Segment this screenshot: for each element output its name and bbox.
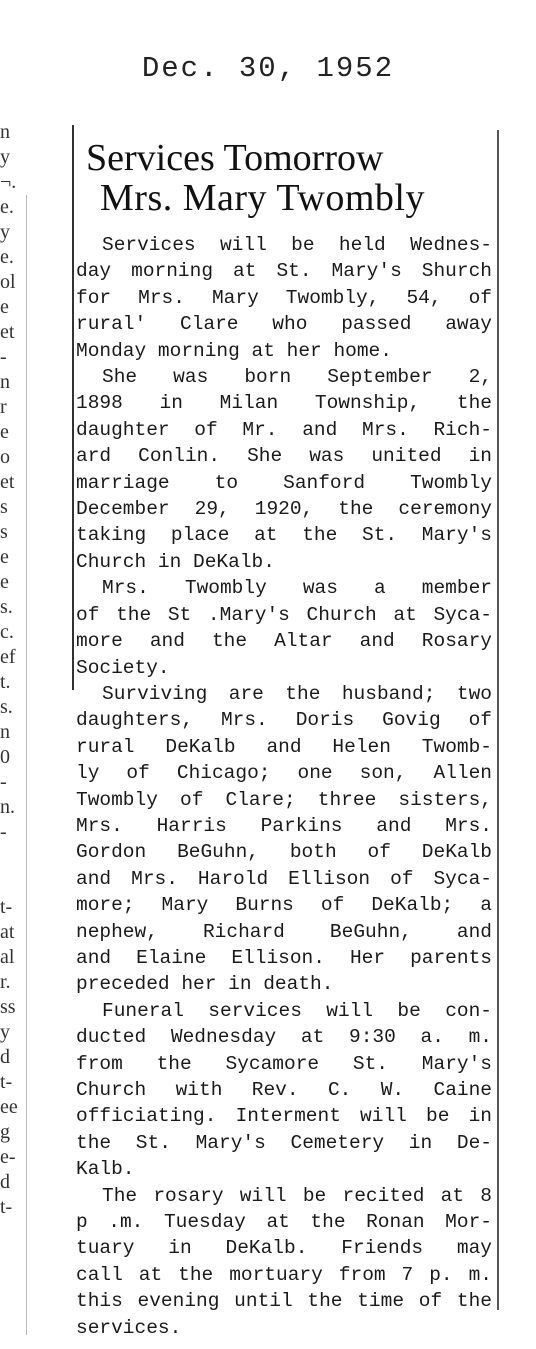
paragraph-line: Church with Rev. C. W. Caine — [76, 1079, 492, 1101]
article-rule-right — [497, 130, 499, 1310]
paragraph-line: 1898 in Milan Township, the — [76, 392, 492, 415]
obituary-article — [76, 138, 492, 1341]
column-fragment: n. — [0, 796, 15, 818]
paragraph-line: and Elaine Ellison. Her parents — [76, 946, 492, 969]
column-fragment: e — [0, 571, 9, 593]
paragraph-line: ly of Chicago; one son, Allen — [76, 762, 492, 785]
paragraph-line: and Mrs. Harold Ellison of Syca- — [76, 867, 492, 890]
paragraph-line: officiating. Interment will be in — [76, 1105, 492, 1128]
paragraph-line: rural' Clare who passed away — [76, 313, 492, 336]
column-fragment: r. — [0, 971, 11, 993]
column-fragment: ¬. — [0, 171, 17, 193]
paragraph-line: marriage to Sanford Twombly — [76, 471, 492, 494]
paragraph-line: Services will be held Wednes- — [102, 234, 492, 256]
article-rule-left — [72, 125, 74, 690]
paragraph-line: daughters, Mrs. Doris Govig of — [76, 709, 492, 732]
column-fragment: s — [0, 496, 8, 518]
column-fragment: s. — [0, 696, 13, 718]
paragraph-line: Kalb. — [76, 1158, 135, 1181]
paragraph-line: ard Conlin. She was united in — [76, 445, 492, 468]
column-fragment: y — [0, 221, 10, 243]
paragraph-line: Mrs. Harris Parkins and Mrs. — [76, 814, 492, 837]
paragraph-line: Church in DeKalb. — [76, 550, 275, 573]
column-fragment: y — [0, 146, 10, 168]
column-fragment: t- — [0, 1071, 13, 1093]
paragraph-line: Society. — [76, 656, 170, 679]
column-fragment: n — [0, 121, 10, 143]
column-rule-left — [26, 195, 27, 1335]
paragraph-line: The rosary will be recited at 8 — [102, 1184, 492, 1207]
headline-line-2: Mrs. Mary Twombly — [100, 177, 425, 219]
column-fragment: 0 — [0, 746, 10, 768]
paragraph-line: Surviving are the husband; two — [102, 682, 492, 705]
paragraph-line: taking place at the St. Mary's — [76, 524, 492, 547]
column-fragment: g — [0, 1121, 10, 1143]
article-body — [76, 232, 492, 1341]
headline — [76, 138, 492, 218]
paragraph-line: the St. Mary's Cemetery in De- — [76, 1131, 492, 1154]
column-fragment: r — [0, 396, 7, 418]
paragraph-line: services. — [76, 1316, 182, 1339]
paragraph-line: Mrs. Twombly was a member — [102, 577, 492, 600]
column-fragment: s — [0, 521, 8, 543]
paragraph-line: for Mrs. Mary Twombly, 54, of — [76, 286, 492, 309]
column-fragment: et — [0, 321, 15, 343]
paragraph — [76, 575, 492, 681]
column-fragment: ee — [0, 1096, 18, 1118]
paragraph — [76, 681, 492, 998]
column-fragment: e — [0, 546, 9, 568]
paragraph — [76, 998, 492, 1183]
paragraph-line: more; Mary Burns of DeKalb; a — [76, 894, 492, 917]
column-fragment: - — [0, 771, 7, 793]
paragraph-line: ducted Wednesday at 9:30 a. m. — [76, 1026, 492, 1049]
column-fragment: ef — [0, 646, 16, 668]
column-fragment: at — [0, 921, 15, 943]
column-fragment: e- — [0, 1146, 16, 1168]
paragraph-line: preceded her in death. — [76, 973, 334, 996]
paragraph-line: She was born September 2, — [102, 366, 492, 389]
column-fragment: ss — [0, 996, 16, 1018]
column-fragment: e — [0, 421, 9, 443]
paragraph-line: p .m. Tuesday at the Ronan Mor- — [76, 1211, 492, 1234]
column-fragment: n — [0, 371, 10, 393]
paragraph-line: Gordon BeGuhn, both of DeKalb — [76, 841, 492, 864]
paragraph-line: rural DeKalb and Helen Twomb- — [76, 735, 492, 758]
paragraph-line: Monday morning at her home. — [76, 339, 392, 362]
column-fragment: e. — [0, 196, 14, 218]
paragraph — [76, 232, 492, 364]
column-fragment: e. — [0, 246, 14, 268]
column-fragment: e — [0, 296, 9, 318]
adjacent-column-fragments — [0, 120, 22, 1220]
column-fragment: - — [0, 821, 7, 843]
column-fragment: c. — [0, 621, 14, 643]
column-fragment: n — [0, 721, 10, 743]
headline-line-1: Services Tomorrow — [86, 137, 384, 179]
paragraph-line: of the St .Mary's Church at Syca- — [76, 603, 492, 626]
paragraph-line: day morning at St. Mary's Shurch — [76, 260, 492, 283]
paragraph-line: Twombly of Clare; three sisters, — [76, 788, 492, 811]
column-fragment: t- — [0, 1196, 13, 1218]
column-fragment: t. — [0, 671, 11, 693]
column-fragment: ol — [0, 271, 16, 293]
column-fragment: d — [0, 1171, 10, 1193]
paragraph-line: daughter of Mr. and Mrs. Rich- — [76, 418, 492, 441]
column-fragment: s. — [0, 596, 13, 618]
dateline: Dec. 30, 1952 — [141, 52, 395, 85]
paragraph-line: more and the Altar and Rosary — [76, 630, 492, 653]
column-fragment: o — [0, 446, 10, 468]
paragraph-line: nephew, Richard BeGuhn, and — [76, 920, 492, 943]
paragraph-line: Funeral services will be con- — [102, 999, 492, 1022]
paragraph-line: from the Sycamore St. Mary's — [76, 1052, 492, 1075]
column-fragment: et — [0, 471, 15, 493]
column-fragment: al — [0, 946, 15, 968]
column-fragment: - — [0, 346, 7, 368]
paragraph-line: call at the mortuary from 7 p. m. — [76, 1263, 492, 1286]
column-fragment: d — [0, 1046, 10, 1068]
paragraph — [76, 364, 492, 575]
column-fragment: t- — [0, 896, 13, 918]
paragraph-line: December 29, 1920, the ceremony — [76, 498, 492, 521]
paragraph-line: tuary in DeKalb. Friends may — [76, 1237, 492, 1260]
paragraph — [76, 1183, 492, 1341]
paragraph-line: this evening until the time of the — [76, 1290, 492, 1313]
column-fragment: y — [0, 1021, 10, 1043]
